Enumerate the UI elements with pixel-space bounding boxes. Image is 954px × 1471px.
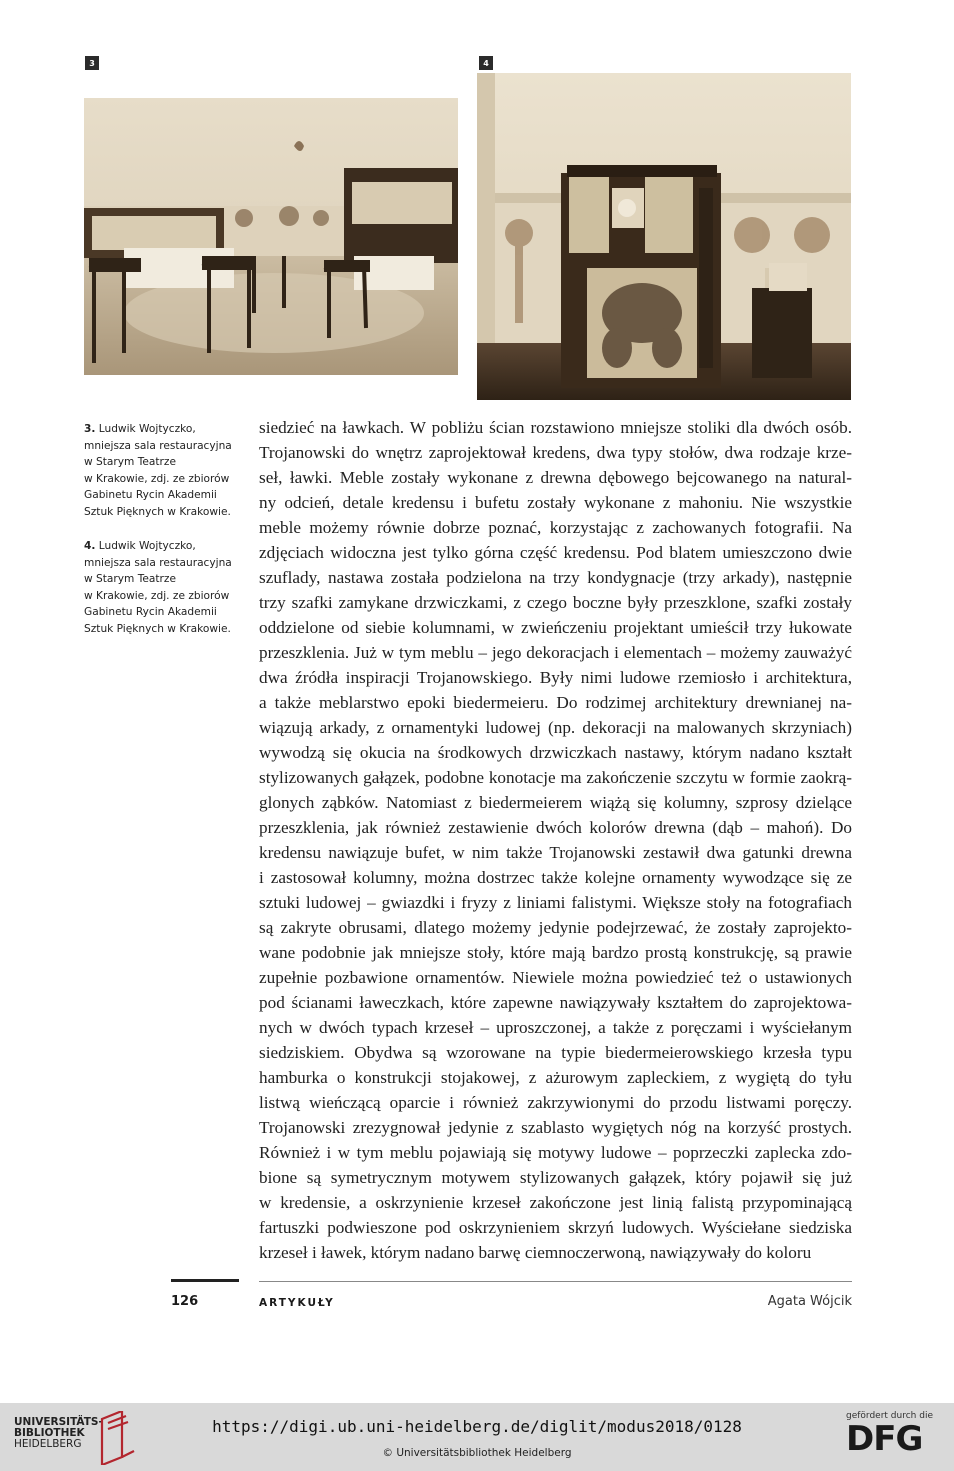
caption-line: Gabinetu Rycin Akademii: [84, 489, 217, 502]
library-name-line: BIBLIOTHEK: [14, 1427, 85, 1439]
dfg-funding[interactable]: [846, 1411, 938, 1457]
section-title: ARTYKUŁY: [259, 1297, 335, 1309]
figure-3-photo: [84, 98, 458, 375]
caption-line: Gabinetu Rycin Akademii: [84, 606, 217, 619]
body-line: nych w dwóch typach krzeseł – uproszczonej, a także z poręczami i wyściełanym: [259, 1018, 852, 1037]
body-line: i zastosował kolumny, można dostrzec także kolejne ornamenty wywodzące się ze: [259, 868, 852, 887]
caption-line: w Krakowie, zdj. ze zbiorów: [84, 472, 230, 485]
caption-line: Ludwik Wojtyczko,: [98, 423, 196, 435]
caption-line: Sztuk Pięknych w Krakowie.: [84, 505, 231, 518]
library-name-line: HEIDELBERG: [14, 1438, 82, 1450]
body-line: seł, ławki. Meble zostały wykonane z drewna dębowego bejcowanego na natural-: [259, 468, 852, 487]
body-line: ny odcień, detale kredensu i bufetu zostały wykonane z mahoniu. Nie wszystkie: [259, 493, 852, 512]
body-line: dwa źródła inspiracji Trojanowskiego. Były nimi ludowe rzemiosło i architektura,: [259, 668, 852, 687]
author-name: Agata Wójcik: [767, 1294, 852, 1309]
body-line: w kredensie, a oskrzynienie krzeseł zakończone jest linią falistą przypominającą: [259, 1193, 852, 1212]
body-line: pod ścianami ławeczkach, które zapewne nawiązywały kształtem do zaprojektowa-: [259, 993, 852, 1012]
caption-number-dot: .: [91, 423, 96, 435]
figure-3-number: 3: [85, 56, 99, 70]
figure-4-number: 4: [479, 56, 493, 70]
body-line: zupełnie pozbawione ornamentów. Niewiele można powiedzieć też o ustawionych: [259, 968, 852, 987]
body-line: glonych ząbków. Natomiast z biedermeierem wiążą się kolumny, szprosy dzielące: [259, 793, 852, 812]
body-line: meble możemy równie dobrze poznać, korzystając z zachowanych fotografii. Na: [259, 518, 852, 537]
body-line: przeszklenia. Już w tym meblu – jego dekoracjach i elementach – możemy zauważyć: [259, 643, 852, 662]
caption-line: Sztuk Pięknych w Krakowie.: [84, 622, 231, 635]
funding-label: gefördert durch die: [846, 1411, 933, 1421]
page-number: 126: [171, 1294, 199, 1309]
body-line: stylizowanych gałązek, podobne konotacje ma zakończenie szczytu w formie zaokrą-: [259, 768, 852, 787]
body-line: zdjęciach widoczna jest tylko górna część kredensu. Pod blatem umieszczono dwie: [259, 543, 852, 562]
caption-line: w Krakowie, zdj. ze zbiorów: [84, 589, 230, 602]
caption-number: 4: [84, 540, 92, 552]
body-line: szuflady, nastawa została podzielona na trzy kondygnacje (trzy arkady), następnie: [259, 568, 852, 587]
viewer-footer: [0, 1403, 954, 1471]
article-body: [259, 415, 852, 1265]
body-line: hamburka o konstrukcji stojakowej, z ażurowym zapleckiem, z wygiętą do tyłu: [259, 1068, 852, 1087]
figure-4-caption: [84, 538, 244, 638]
figure-3-caption: [84, 421, 244, 521]
library-name-line: UNIVERSITÄTS-: [14, 1416, 103, 1428]
caption-line: mniejsza sala restauracyjna: [84, 556, 232, 569]
body-line: kredensu nawiązuje bufet, w nim także Trojanowski zestawił dwa gatunki drewna: [259, 843, 852, 862]
body-line: siedziskiem. Obydwa są wzorowane na typie biedermeierowskiego krzesła typu: [259, 1043, 852, 1062]
body-line: a także meblarstwo epoki biedermeieru. Do rodzimej architektury drewnianej na-: [259, 693, 852, 712]
caption-line: mniejsza sala restauracyjna: [84, 439, 232, 452]
body-line: wane podobnie jak mniejsze stoły, które mają bardzo prostą konstrukcję, są prawie: [259, 943, 852, 962]
body-line: trzy szafki zamykane drzwiczkami, z czego boczne były przeszklone, szafki zostały: [259, 593, 852, 612]
body-line: wywodzą się okucia na środkowych drzwiczkach nastawy, którym nadano kształt: [259, 743, 852, 762]
caption-number-dot: .: [91, 540, 96, 552]
caption-line: Ludwik Wojtyczko,: [98, 540, 196, 552]
body-line: oddzielone od siebie kolumnami, w zwieńczeniu projektant umieścił trzy łukowate: [259, 618, 852, 637]
permalink-url[interactable]: https://digi.ub.uni-heidelberg.de/diglit/modus2018/0128: [212, 1417, 742, 1436]
figure-4-photo: [477, 73, 851, 400]
body-line: przeszklenia, jak również zestawienie dwóch kolorów drewna (dąb – mahoń). Do: [259, 818, 852, 837]
body-line: listwą wieńczącą oparcie i również zakrzywionymi do przodu listwami poręczy.: [259, 1093, 852, 1112]
body-line: wiązują arkady, z ornamentyki ludowej (np. dekoracji na malowanych skrzyniach): [259, 718, 852, 737]
caption-number: 3: [84, 423, 92, 435]
body-line: Również i w tym meblu pojawiają się motywy ludowe – poprzeczki zaplecka zdo-: [259, 1143, 852, 1162]
caption-line: w Starym Teatrze: [84, 456, 176, 469]
body-line: sztuki ludowej – gwiazdki i fryzy z liniami falistymi. Większe stoły na fotografiach: [259, 893, 852, 912]
body-line: krzeseł i ławek, którym nadano barwę ciemnoczerwoną, nawiązywały do koloru: [259, 1243, 812, 1262]
body-line: Trojanowski zrezygnował jedynie z szablasto wygiętych nóg na korzyść prostych.: [259, 1118, 852, 1137]
footer-rule: [259, 1281, 852, 1282]
body-line: siedzieć na ławkach. W pobliżu ścian rozstawiono mniejsze stoliki dla dwóch osób.: [259, 418, 852, 437]
caption-line: w Starym Teatrze: [84, 573, 176, 586]
body-line: bione są symetrycznym motywem stylizowanych gałązek, który pojawił się już: [259, 1168, 852, 1187]
body-line: Trojanowski do wnętrz zaprojektował kredens, dwa typy stołów, dwa rodzaje krze-: [259, 443, 852, 462]
page-number-rule: [171, 1279, 239, 1282]
dfg-logo: DFG: [846, 1419, 923, 1459]
copyright-notice: © Universitätsbibliothek Heidelberg: [382, 1447, 572, 1459]
body-line: są zakryte obrusami, dlatego możemy jedynie podejrzewać, że zostały zaprojekto-: [259, 918, 852, 937]
body-line: fartuszki podwieszone pod oskrzynieniem skrzyń ludowych. Wyściełane siedziska: [259, 1218, 852, 1237]
